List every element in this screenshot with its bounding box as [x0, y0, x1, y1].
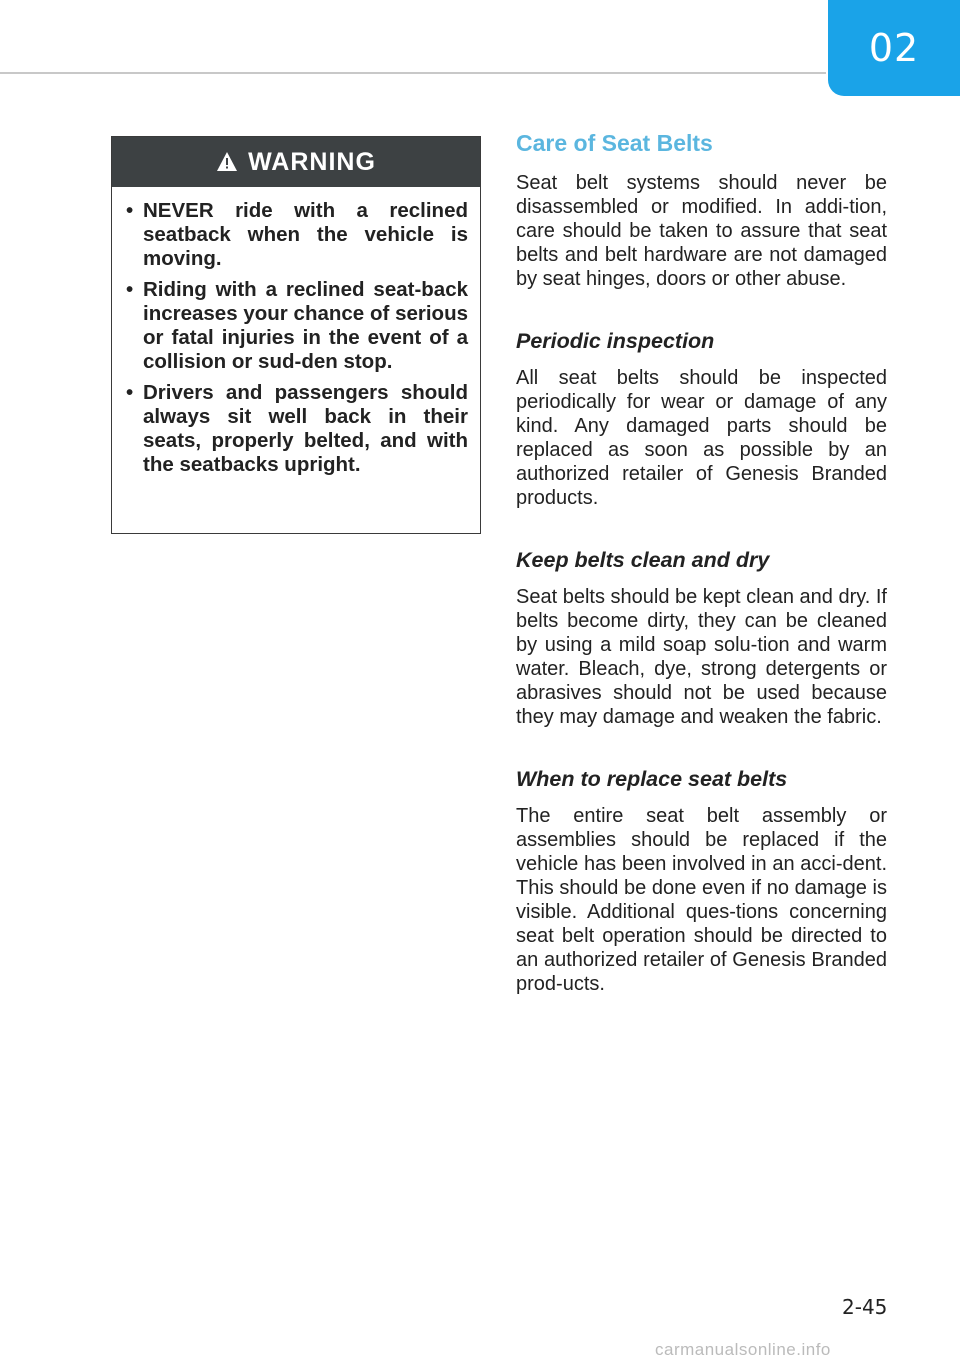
warning-item	[124, 278, 468, 374]
main-content	[516, 130, 887, 996]
warning-list	[112, 187, 480, 477]
subheading-when-to-replace: When to replace seat belts	[516, 767, 788, 791]
warning-header	[112, 137, 480, 187]
page-number: 2-45	[842, 1295, 888, 1319]
warning-item-text: Riding with a reclined seat-back increases your chance of serious or fatal injuries in the event of a collision or sud-den stop.	[143, 278, 468, 373]
subheading-periodic-inspection: Periodic inspection	[516, 329, 715, 353]
subheading-keep-belts-clean: Keep belts clean and dry	[516, 548, 770, 572]
warning-item-text: NEVER ride with a reclined seatback when the vehicle is moving.	[143, 199, 468, 270]
paragraph-periodic-inspection: All seat belts should be inspected periodically for wear or damage of any kind. Any damaged parts should be replaced as soon as possible by an authorized retailer of Genesis Branded products.	[516, 367, 887, 509]
bullet-icon: •	[126, 381, 134, 404]
warning-box	[111, 136, 481, 534]
bullet-icon: •	[126, 199, 134, 222]
header-rule	[0, 72, 826, 74]
paragraph-keep-belts-clean: Seat belts should be kept clean and dry. If belts become dirty, they can be cleaned by using a mild soap solu-tion and warm water. Bleach, dye, strong detergents or abrasives should not be used because they may damage and weaken the fabric.	[516, 586, 887, 728]
intro-paragraph: Seat belt systems should never be disassembled or modified. In addi-tion, care should be taken to assure that seat belts and belt hardware are not damaged by seat hinges, doors or other abuse.	[516, 172, 887, 290]
paragraph-when-to-replace: The entire seat belt assembly or assemblies should be replaced if the vehicle has been involved in an acci-dent. This should be done even if no damage is visible. Additional ques-tions concerning seat belt operation should be directed to an authorized retailer of Genesis Branded prod-ucts.	[516, 805, 887, 995]
watermark: carmanualsonline.info	[655, 1340, 831, 1359]
chapter-tab	[828, 0, 960, 96]
warning-item-text: Drivers and passengers should always sit well back in their seats, properly belted, and with the seatbacks upright.	[143, 381, 468, 476]
section-title: Care of Seat Belts	[516, 130, 713, 156]
warning-item	[124, 199, 468, 271]
chapter-number: 02	[868, 26, 920, 70]
warning-item	[124, 381, 468, 477]
warning-title: WARNING	[248, 147, 376, 176]
bullet-icon: •	[126, 278, 134, 301]
warning-triangle-icon	[216, 151, 238, 173]
